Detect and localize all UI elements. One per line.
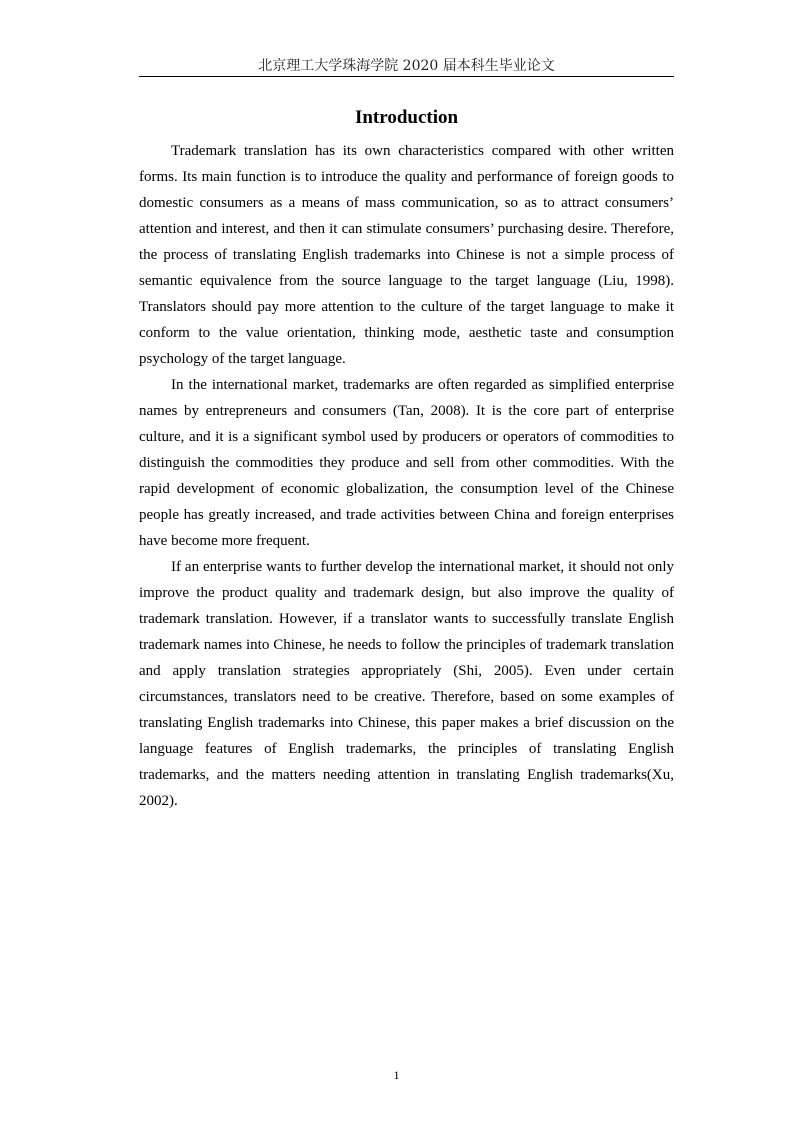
section-title: Introduction xyxy=(354,107,459,128)
body-text xyxy=(139,138,674,814)
page-number: 1 xyxy=(393,1068,400,1082)
paragraph-1: Trademark translation has its own characteristics compared with other written forms. Its main function is to introduce the quality and performance of foreign goods to domestic consumers as a means of mass communication, so as to attract consumers’ attention and interest, and then it can stimulate consumers’ purchasing desire. Therefore, the process of translating English trademarks into Chinese is not a simple process of semantic equivalence from the source language to the target language (Liu, 1998). Translators should pay more attention to the culture of the target language to make it conform to the value orientation, thinking mode, aesthetic taste and consumption psychology of the target language. xyxy=(139,143,674,367)
header-divider xyxy=(139,76,674,77)
running-header: 北京理工大学珠海学院 2020 届本科生毕业论文 xyxy=(258,58,555,74)
paragraph-3: If an enterprise wants to further develop the international market, it should not only improve the product quality and trademark design, but also improve the quality of trademark translation. However, if a translator wants to successfully translate English trademark names into Chinese, he needs to follow the principles of trademark translation and apply translation strategies appropriately (Shi, 2005). Even under certain circumstances, translators need to be creative. Therefore, based on some examples of translating English trademarks into Chinese, this paper makes a brief discussion on the language features of English trademarks, the principles of translating English trademarks, and the matters needing attention in translating English trademarks(Xu, 2002). xyxy=(139,559,674,809)
paragraph-2: In the international market, trademarks are often regarded as simplified enterprise names by entrepreneurs and consumers (Tan, 2008). It is the core part of enterprise culture, and it is a significant symbol used by producers or operators of commodities to distinguish the commodities they produce and sell from other commodities. With the rapid development of economic globalization, the consumption level of the Chinese people has greatly increased, and trade activities between China and foreign enterprises have become more frequent. xyxy=(139,377,674,549)
